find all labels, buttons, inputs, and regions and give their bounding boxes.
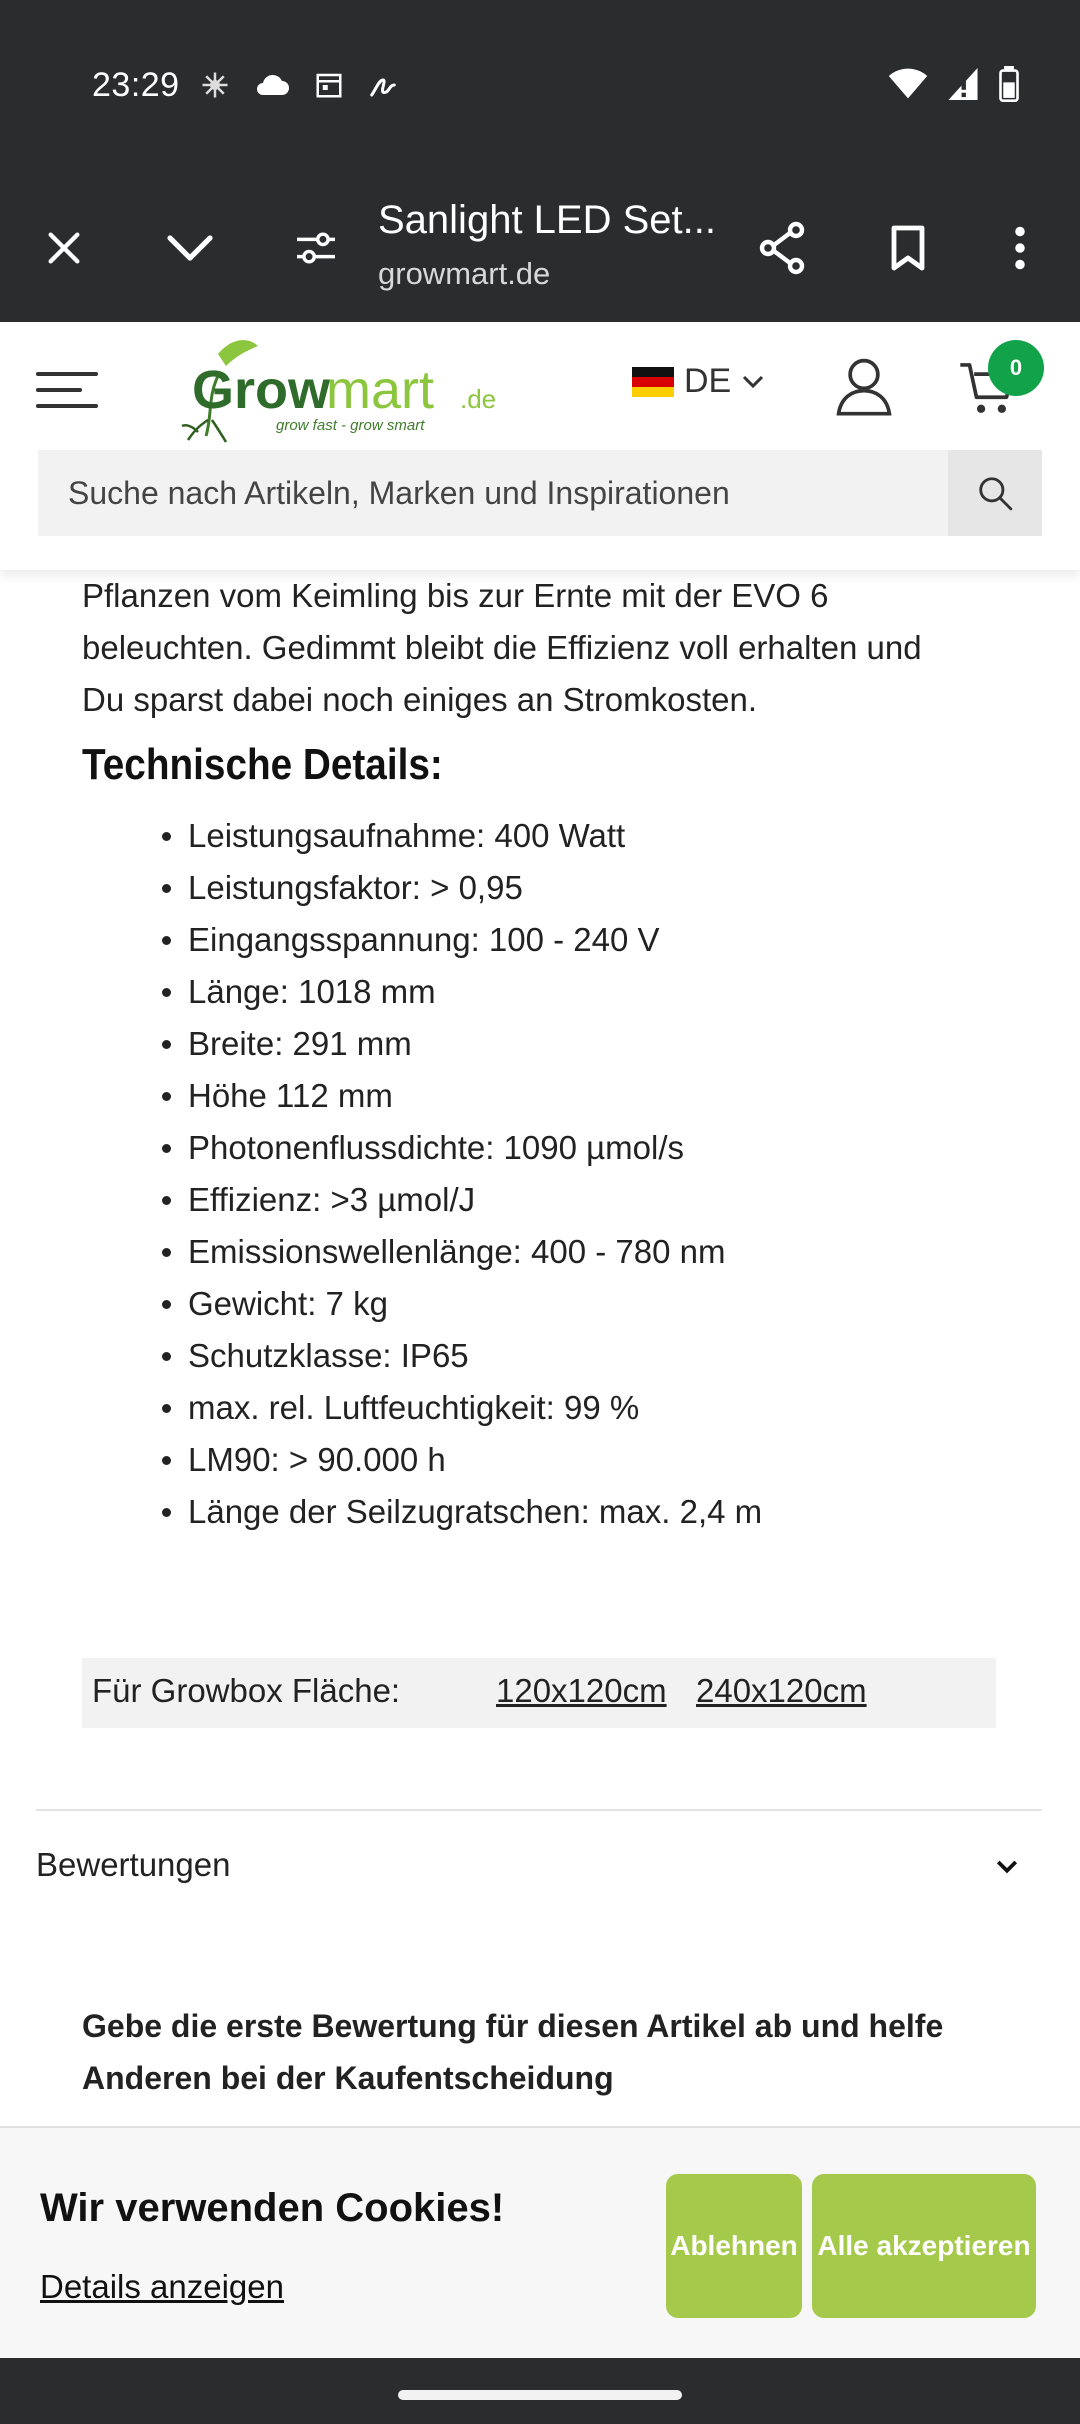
site-header: [0, 322, 1080, 570]
share-icon: [758, 221, 806, 275]
logo-text-grow: Grow: [192, 360, 331, 420]
reviews-accordion[interactable]: [36, 1832, 1042, 1902]
signal-icon: [948, 68, 978, 100]
section-divider: [36, 1809, 1042, 1811]
spec-item: Effizienz: >3 µmol/J: [188, 1174, 762, 1226]
cookie-title: Wir verwenden Cookies!: [40, 2186, 505, 2230]
spec-item: Länge: 1018 mm: [188, 966, 762, 1018]
intro-line: Pflanzen vom Keimling bis zur Ernte mit der EVO 6: [82, 577, 829, 614]
spec-item: LM90: > 90.000 h: [188, 1434, 762, 1486]
intro-paragraph: [82, 570, 1002, 726]
battery-icon: [998, 66, 1020, 102]
menu-button[interactable]: [36, 368, 100, 414]
menu-line: [36, 372, 98, 376]
spec-item: Höhe 112 mm: [188, 1070, 762, 1122]
tech-details-heading: Technische Details:: [82, 740, 443, 789]
bookmark-icon: [889, 224, 927, 272]
wifi-icon: [888, 68, 928, 100]
growbox-area-label: Für Growbox Fläche:: [92, 1672, 401, 1709]
first-review-prompt: Gebe die erste Bewertung für diesen Artikel ab und helfe Anderen bei der Kaufentscheidung: [82, 2008, 944, 2096]
intro-line: Du sparst dabei noch einiges an Stromkosten.: [82, 681, 758, 718]
search-button[interactable]: [948, 450, 1042, 536]
spec-item: Länge der Seilzugratschen: max. 2,4 m: [188, 1486, 762, 1538]
status-bar: [0, 0, 1080, 176]
accept-all-cookies-button[interactable]: Alle akzeptieren: [812, 2174, 1036, 2318]
language-label: DE: [684, 362, 732, 400]
browser-toolbar: [0, 176, 1080, 322]
cart-count-badge[interactable]: 0: [988, 340, 1044, 396]
spec-item: Emissionswellenlänge: 400 - 780 nm: [188, 1226, 762, 1278]
chevron-down-icon: [166, 233, 214, 263]
page-url[interactable]: growmart.de: [378, 256, 551, 291]
cloud-icon: [254, 72, 290, 98]
calendar-icon: [314, 70, 344, 100]
intro-line: beleuchten. Gedimmt bleibt die Effizienz voll erhalten und: [82, 629, 922, 666]
growbox-option-240x120[interactable]: 240x120cm: [696, 1672, 867, 1709]
logo-text-de: .de: [460, 384, 497, 414]
chevron-down-icon: [741, 374, 765, 390]
web-page: [0, 322, 1080, 2358]
chevron-down-icon: [992, 1852, 1022, 1882]
spec-item: Gewicht: 7 kg: [188, 1278, 762, 1330]
signature-icon: [368, 70, 398, 100]
spec-item: Breite: 291 mm: [188, 1018, 762, 1070]
spec-item: max. rel. Luftfeuchtigkeit: 99 %: [188, 1382, 762, 1434]
share-button[interactable]: [742, 208, 822, 288]
site-settings-button[interactable]: [276, 208, 356, 288]
german-flag-icon: [632, 367, 674, 397]
home-gesture-handle[interactable]: [398, 2390, 682, 2400]
close-tab-button[interactable]: [24, 208, 104, 288]
menu-line: [36, 404, 98, 408]
reviews-label: Bewertungen: [36, 1846, 231, 1883]
page-title[interactable]: Sanlight LED Set...: [378, 198, 716, 242]
notification-icons: [200, 70, 398, 100]
spec-item: Eingangsspannung: 100 - 240 V: [188, 914, 762, 966]
decline-cookies-button[interactable]: Ablehnen: [666, 2174, 802, 2318]
bookmark-button[interactable]: [868, 208, 948, 288]
spec-item: Leistungsfaktor: > 0,95: [188, 862, 762, 914]
spec-item: Leistungsaufnahme: 400 Watt: [188, 810, 762, 862]
language-selector[interactable]: [632, 362, 765, 401]
growmart-logo[interactable]: [178, 336, 508, 446]
spec-list: [188, 810, 762, 1538]
logo-slogan: grow fast - grow smart: [276, 417, 425, 434]
search-icon: [976, 474, 1014, 512]
more-vertical-icon: [1014, 226, 1026, 270]
growbox-area-row: [82, 1658, 996, 1728]
cookie-details-link[interactable]: Details anzeigen: [40, 2268, 284, 2305]
logo-text-mart: mart: [326, 360, 434, 420]
snowflake-icon: [200, 70, 230, 100]
status-time: 23:29: [92, 66, 180, 104]
menu-line: [36, 388, 82, 392]
minimize-button[interactable]: [150, 208, 230, 288]
cookie-banner: [0, 2126, 1080, 2358]
system-icons: [888, 66, 1020, 102]
search-bar: [38, 450, 1042, 536]
growbox-option-120x120[interactable]: 120x120cm: [496, 1672, 667, 1709]
more-menu-button[interactable]: [980, 208, 1060, 288]
account-icon[interactable]: [836, 356, 892, 416]
spec-item: Photonenflussdichte: 1090 µmol/s: [188, 1122, 762, 1174]
tune-icon: [295, 229, 337, 267]
spec-item: Schutzklasse: IP65: [188, 1330, 762, 1382]
close-icon: [44, 228, 84, 268]
search-input[interactable]: [38, 450, 948, 536]
navigation-bar: [0, 2358, 1080, 2424]
